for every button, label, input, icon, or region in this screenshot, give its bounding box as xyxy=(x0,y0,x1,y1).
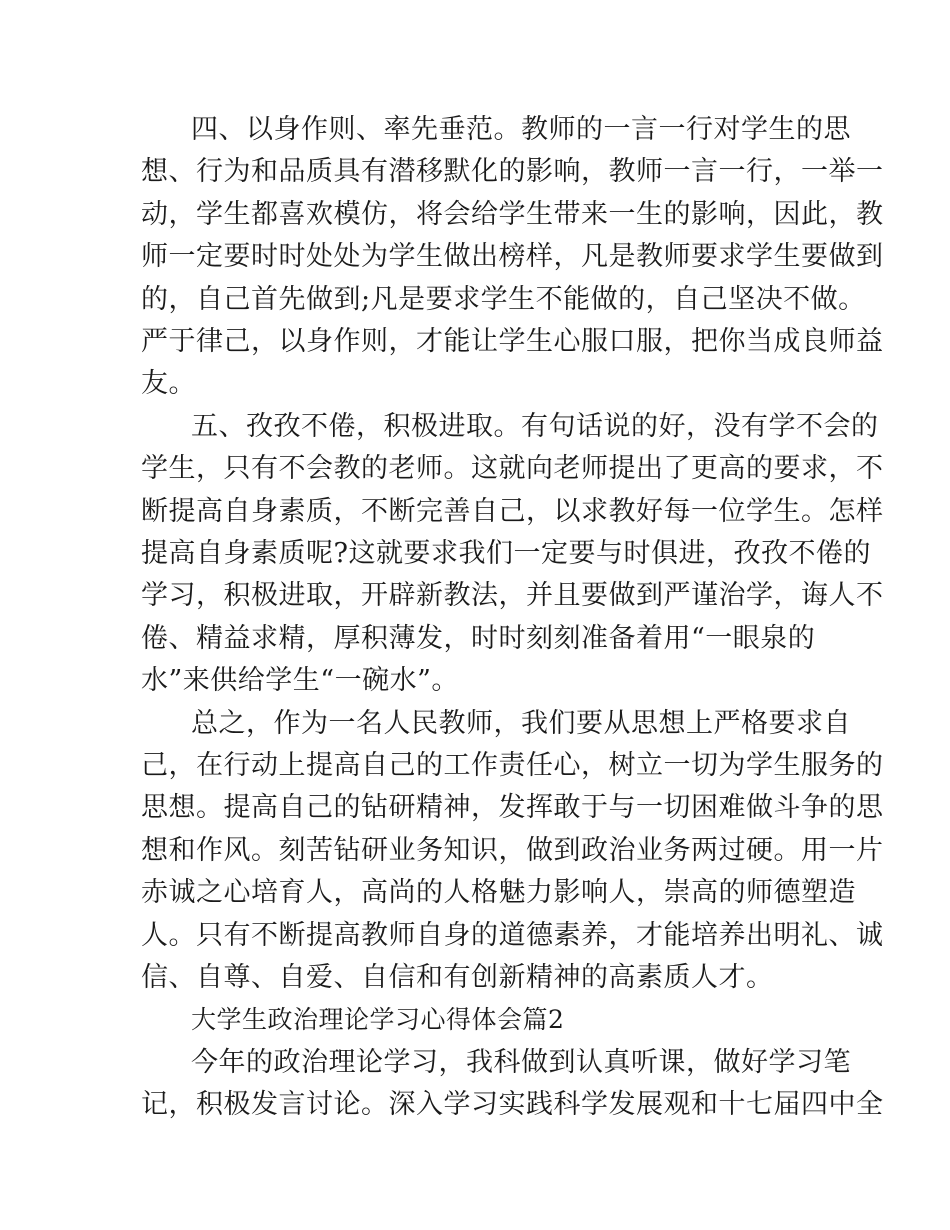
text-line: 动，学生都喜欢模仿，将会给学生带来一生的影响，因此，教 xyxy=(141,199,884,230)
text-line: 友。 xyxy=(141,368,196,399)
text-line: 想、行为和品质具有潜移默化的影响，教师一言一行，一举一 xyxy=(141,156,884,187)
section-heading: 大学生政治理论学习心得体会篇2 xyxy=(191,1005,565,1034)
text-line: 严于律己，以身作则，才能让学生心服口服，把你当成良师益 xyxy=(141,326,884,357)
text-line: 总之，作为一名人民教师，我们要从思想上严格要求自 xyxy=(191,708,851,739)
text-line: 的，自己首先做到;凡是要求学生不能做的，自己坚决不做。 xyxy=(141,284,866,315)
text-line: 水”来供给学生“一碗水”。 xyxy=(141,665,459,696)
text-line: 四、以身作则、率先垂范。教师的一言一行对学生的思 xyxy=(191,114,851,145)
text-line: 信、自尊、自爱、自信和有创新精神的高素质人才。 xyxy=(141,962,774,993)
text-line: 学习，积极进取，开辟新教法，并且要做到严谨治学，诲人不 xyxy=(141,580,884,611)
text-line: 提高自身素质呢?这就要求我们一定要与时俱进，孜孜不倦的 xyxy=(141,538,871,569)
text-line: 己，在行动上提高自己的工作责任心，树立一切为学生服务的 xyxy=(141,750,884,781)
text-line: 记，积极发言讨论。深入学习实践科学发展观和十七届四中全 xyxy=(141,1089,884,1120)
text-line: 师一定要时时处处为学生做出榜样，凡是教师要求学生要做到 xyxy=(141,241,884,272)
text-line: 想和作风。刻苦钻研业务知识，做到政治业务两过硬。用一片 xyxy=(141,835,884,866)
text-line: 倦、精益求精，厚积薄发，时时刻刻准备着用“一眼泉的 xyxy=(141,623,816,654)
text-line: 学生，只有不会教的老师。这就向老师提出了更高的要求，不 xyxy=(141,453,884,484)
text-line: 五、孜孜不倦，积极进取。有句话说的好，没有学不会的 xyxy=(191,411,879,442)
text-line: 赤诚之心培育人，高尚的人格魅力影响人，崇高的师德塑造 xyxy=(141,877,856,908)
text-line: 断提高自身素质，不断完善自己，以求教好每一位学生。怎样 xyxy=(141,496,884,527)
text-line: 思想。提高自己的钻研精神，发挥敢于与一切困难做斗争的思 xyxy=(141,792,884,823)
text-line: 今年的政治理论学习，我科做到认真听课，做好学习笔 xyxy=(191,1047,851,1078)
text-line: 人。只有不断提高教师自身的道德素养，才能培养出明礼、诚 xyxy=(141,920,884,951)
